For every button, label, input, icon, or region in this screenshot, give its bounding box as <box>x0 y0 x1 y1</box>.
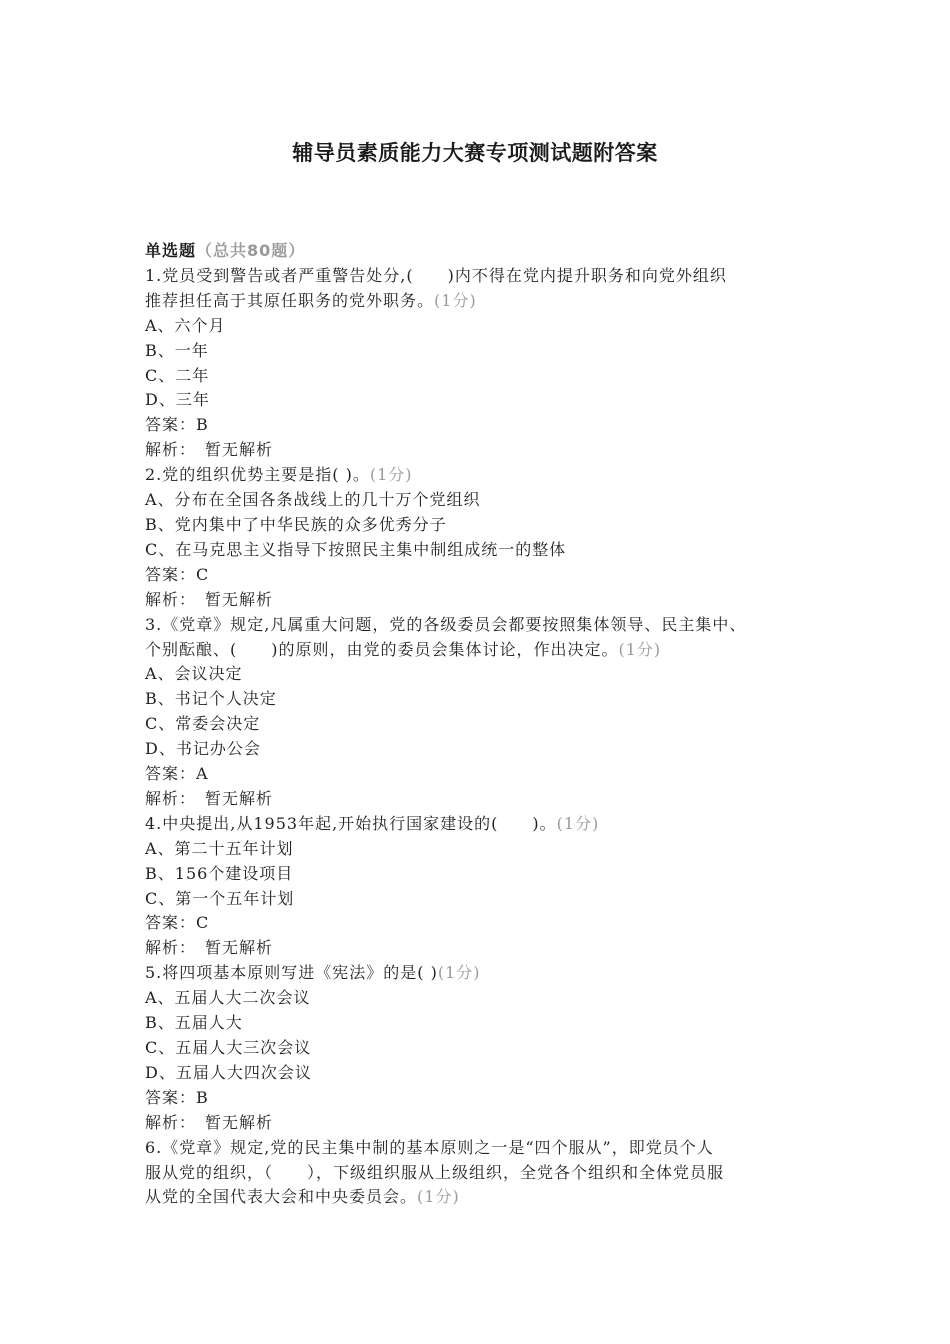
option-a: A、分布在全国各条战线上的几十万个党组织 <box>145 490 481 510</box>
question-5 <box>145 961 835 1135</box>
option-d: D、书记办公会 <box>145 739 261 759</box>
question-score: (1分) <box>618 639 662 659</box>
question-line: 个别酝酿、( )的原则，由党的委员会集体讨论，作出决定。(1分) <box>145 639 662 659</box>
answer: 答案：C <box>145 913 210 933</box>
option-b: B、156个建设项目 <box>145 863 294 883</box>
analysis: 解析： 暂无解析 <box>145 938 274 958</box>
question-score: (1分) <box>369 465 413 485</box>
question-2 <box>145 463 835 612</box>
document-title: 辅导员素质能力大赛专项测试题附答案 <box>292 141 658 165</box>
question-line: 5.将四项基本原则写进《宪法》的是( )(1分) <box>145 963 481 983</box>
answer: 答案：A <box>145 764 209 784</box>
document-content <box>145 239 835 1210</box>
option-a: A、五届人大二次会议 <box>145 988 311 1008</box>
section-name: 单选题 <box>145 241 197 260</box>
answer: 答案：B <box>145 415 209 435</box>
question-1 <box>145 264 835 463</box>
question-line: 1.党员受到警告或者严重警告处分,( )内不得在党内提升职务和向党外组织 <box>145 265 727 285</box>
option-a: A、会议决定 <box>145 664 243 684</box>
question-score: (1分) <box>556 813 600 833</box>
question-4 <box>145 812 835 961</box>
option-b: B、书记个人决定 <box>145 689 277 709</box>
analysis: 解析： 暂无解析 <box>145 1112 274 1132</box>
answer: 答案：C <box>145 564 210 584</box>
section-total: （总共80题） <box>196 241 306 260</box>
section-heading <box>145 239 835 264</box>
analysis: 解析： 暂无解析 <box>145 589 274 609</box>
option-c: C、在马克思主义指导下按照民主集中制组成统一的整体 <box>145 539 567 559</box>
option-a: A、第二十五年计划 <box>145 838 294 858</box>
question-line: 服从党的组织，（ ），下级组织服从上级组织，全党各个组织和全体党员服 <box>145 1162 725 1182</box>
question-line: 6.《党章》规定,党的民主集中制的基本原则之一是“四个服从”，即党员个人 <box>145 1137 714 1157</box>
question-score: (1分) <box>434 290 477 310</box>
analysis: 解析： 暂无解析 <box>145 440 274 460</box>
question-3 <box>145 613 835 812</box>
option-d: D、三年 <box>145 390 210 410</box>
question-line: 推荐担任高于其原任职务的党外职务。(1分) <box>145 290 477 310</box>
option-b: B、一年 <box>145 340 209 360</box>
option-d: D、五届人大四次会议 <box>145 1062 312 1082</box>
question-score: (1分) <box>417 1187 460 1207</box>
answer: 答案：B <box>145 1087 209 1107</box>
question-6 <box>145 1136 835 1211</box>
question-line: 3.《党章》规定,凡属重大问题，党的各级委员会都要按照集体领导、民主集中、 <box>145 614 747 634</box>
question-score: (1分) <box>437 963 481 983</box>
option-c: C、二年 <box>145 365 210 385</box>
question-line: 从党的全国代表大会和中央委员会。(1分) <box>145 1187 460 1207</box>
option-b: B、五届人大 <box>145 1013 243 1033</box>
question-line: 2.党的组织优势主要是指( )。(1分) <box>145 465 413 485</box>
option-c: C、常委会决定 <box>145 714 261 734</box>
option-a: A、六个月 <box>145 315 226 335</box>
question-line: 4.中央提出,从1953年起,开始执行国家建设的( )。(1分) <box>145 813 600 833</box>
option-b: B、党内集中了中华民族的众多优秀分子 <box>145 514 447 534</box>
option-c: C、第一个五年计划 <box>145 888 295 908</box>
analysis: 解析： 暂无解析 <box>145 788 274 808</box>
option-c: C、五届人大三次会议 <box>145 1038 312 1057</box>
